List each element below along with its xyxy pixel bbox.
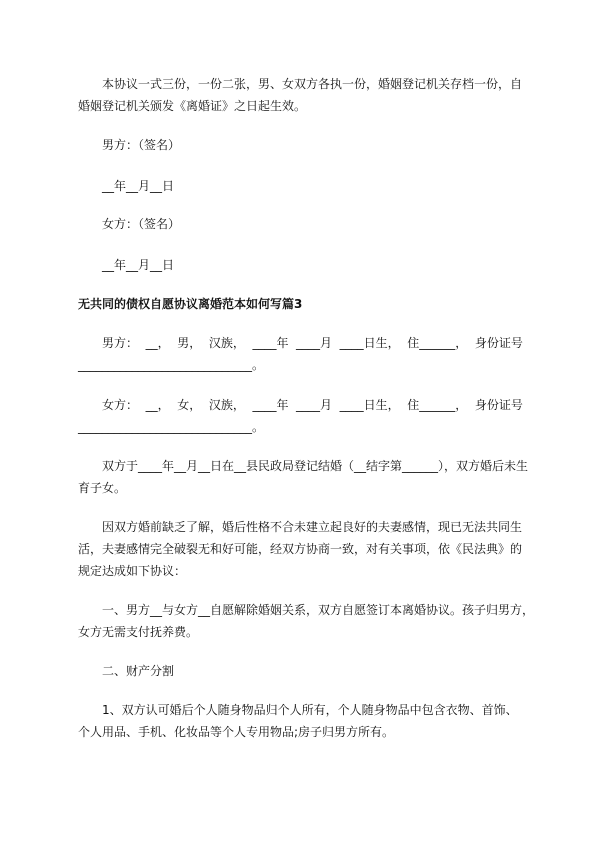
clause-two-1-line-1: 1、双方认可婚后个人随身物品归个人所有，个人随身物品中包含衣物、首饰、	[102, 703, 518, 717]
male-signature-label: 男方：（签名）	[102, 138, 181, 152]
female-info-part: 汉族，	[208, 398, 245, 412]
male-info-line	[102, 332, 523, 354]
female-info-part: 身份证号	[474, 398, 523, 412]
female-info-part: __，	[145, 398, 170, 412]
male-info-part: 身份证号	[474, 336, 523, 350]
female-info-part: 女，	[177, 398, 202, 412]
male-info-part: 男方：	[102, 336, 139, 350]
marriage-registration-line-2: 育子女。	[78, 481, 127, 495]
male-info-part: ____月	[296, 336, 333, 350]
female-info-part: ____日生，	[339, 398, 400, 412]
male-info-part: ____年	[252, 336, 289, 350]
clause-two-title: 二、财产分割	[102, 664, 175, 678]
female-signature-label: 女方：（签名）	[102, 217, 181, 231]
female-id-blank: _____________________________。	[78, 420, 265, 434]
female-info-part: 住______，	[407, 398, 468, 412]
male-info-part: 汉族，	[208, 336, 245, 350]
female-info-part: ____月	[296, 398, 333, 412]
paragraph-effective-line-1: 本协议一式三份，一份二张，男、女双方各执一份，婚姻登记机关存档一份，自	[102, 77, 523, 91]
male-id-blank: _____________________________。	[78, 358, 265, 372]
male-date-blank: __年__月__日	[102, 179, 175, 193]
female-info-part: ____年	[252, 398, 289, 412]
paragraph-effective-line-2: 婚姻登记机关颁发《离婚证》之日起生效。	[78, 99, 307, 113]
male-info-part: ____日生，	[339, 336, 400, 350]
clause-one-line-1: 一、男方__与女方__自愿解除婚姻关系，双方自愿签订本离婚协议。孩子归男方，	[102, 603, 535, 617]
divorce-reason-line-1: 因双方婚前缺乏了解，婚后性格不合未建立起良好的夫妻感情，现已无法共同生	[102, 520, 523, 534]
clause-one-line-2: 女方无需支付抚养费。	[78, 625, 199, 639]
marriage-registration-line-1: 双方于____年__月__日在__县民政局登记结婚（__结字第______），双方婚后未生	[102, 459, 529, 473]
male-info-part: 住______，	[407, 336, 468, 350]
clause-two-1-line-2: 个人用品、手机、化妆品等个人专用物品;房子归男方所有。	[78, 725, 395, 739]
divorce-reason-line-3: 规定达成如下协议：	[78, 564, 187, 578]
divorce-reason-line-2: 活，夫妻感情完全破裂无和好可能，经双方协商一致，对有关事项，依《民法典》的	[78, 542, 523, 556]
male-info-part: 男，	[177, 336, 202, 350]
male-info-part: __，	[145, 336, 170, 350]
section-heading: 无共同的债权自愿协议离婚范本如何写篇3	[78, 297, 303, 311]
female-date-blank: __年__月__日	[102, 258, 175, 272]
female-info-line	[102, 394, 523, 416]
female-info-part: 女方：	[102, 398, 139, 412]
